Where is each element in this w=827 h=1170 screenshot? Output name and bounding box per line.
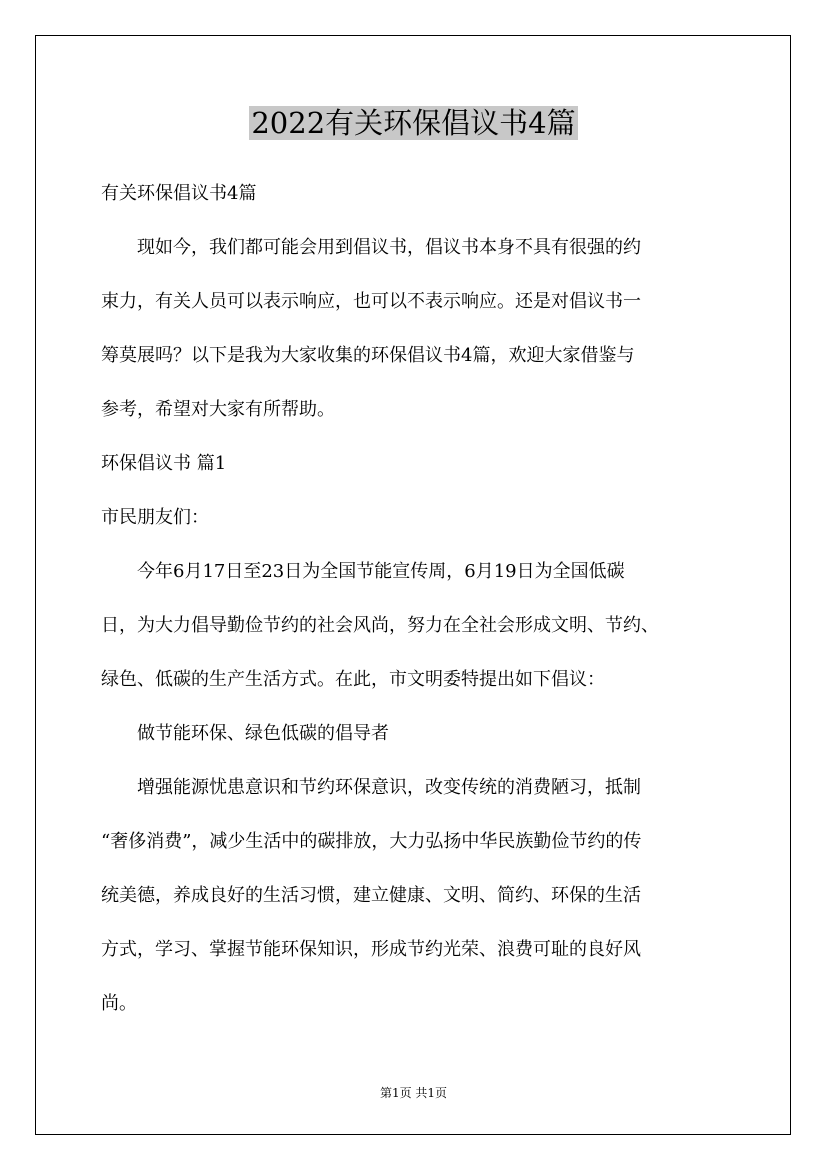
paragraph-line: 日，为大力倡导勤俭节约的社会风尚，努力在全社会形成文明、节约、 xyxy=(101,615,659,636)
intro-line: 束力，有关人员可以表示响应，也可以不表示响应。还是对倡议书一 xyxy=(101,291,641,312)
document-title: 2022有关环保倡议书4篇 xyxy=(251,106,576,140)
paragraph-line: 方式，学习、掌握节能环保知识，形成节约光荣、浪费可耻的良好风 xyxy=(101,939,641,960)
subheading: 做节能环保、绿色低碳的倡导者 xyxy=(137,723,389,744)
paragraph-line: 增强能源忧患意识和节约环保意识，改变传统的消费陋习，抵制 xyxy=(137,777,641,798)
paragraph-line: 统美德，养成良好的生活习惯，建立健康、文明、简约、环保的生活 xyxy=(101,885,641,906)
salutation: 市民朋友们： xyxy=(101,507,209,528)
document-title-wrap xyxy=(0,104,827,142)
paragraph-line: 绿色、低碳的生产生活方式。在此，市文明委特提出如下倡议： xyxy=(101,669,605,690)
paragraph-line: 今年6月17日至23日为全国节能宣传周，6月19日为全国低碳 xyxy=(137,561,625,582)
paragraph-line: 尚。 xyxy=(101,993,137,1014)
intro-line: 筹莫展吗？以下是我为大家收集的环保倡议书4篇，欢迎大家借鉴与 xyxy=(101,345,635,366)
page-footer: 第1页 共1页 xyxy=(379,1086,448,1100)
section-heading: 环保倡议书 篇1 xyxy=(101,453,227,474)
paragraph-line: “奢侈消费”，减少生活中的碳排放，大力弘扬中华民族勤俭节约的传 xyxy=(101,831,642,852)
intro-line: 参考，希望对大家有所帮助。 xyxy=(101,399,335,420)
subtitle: 有关环保倡议书4篇 xyxy=(101,183,257,204)
intro-line: 现如今，我们都可能会用到倡议书，倡议书本身不具有很强的约 xyxy=(137,237,641,258)
